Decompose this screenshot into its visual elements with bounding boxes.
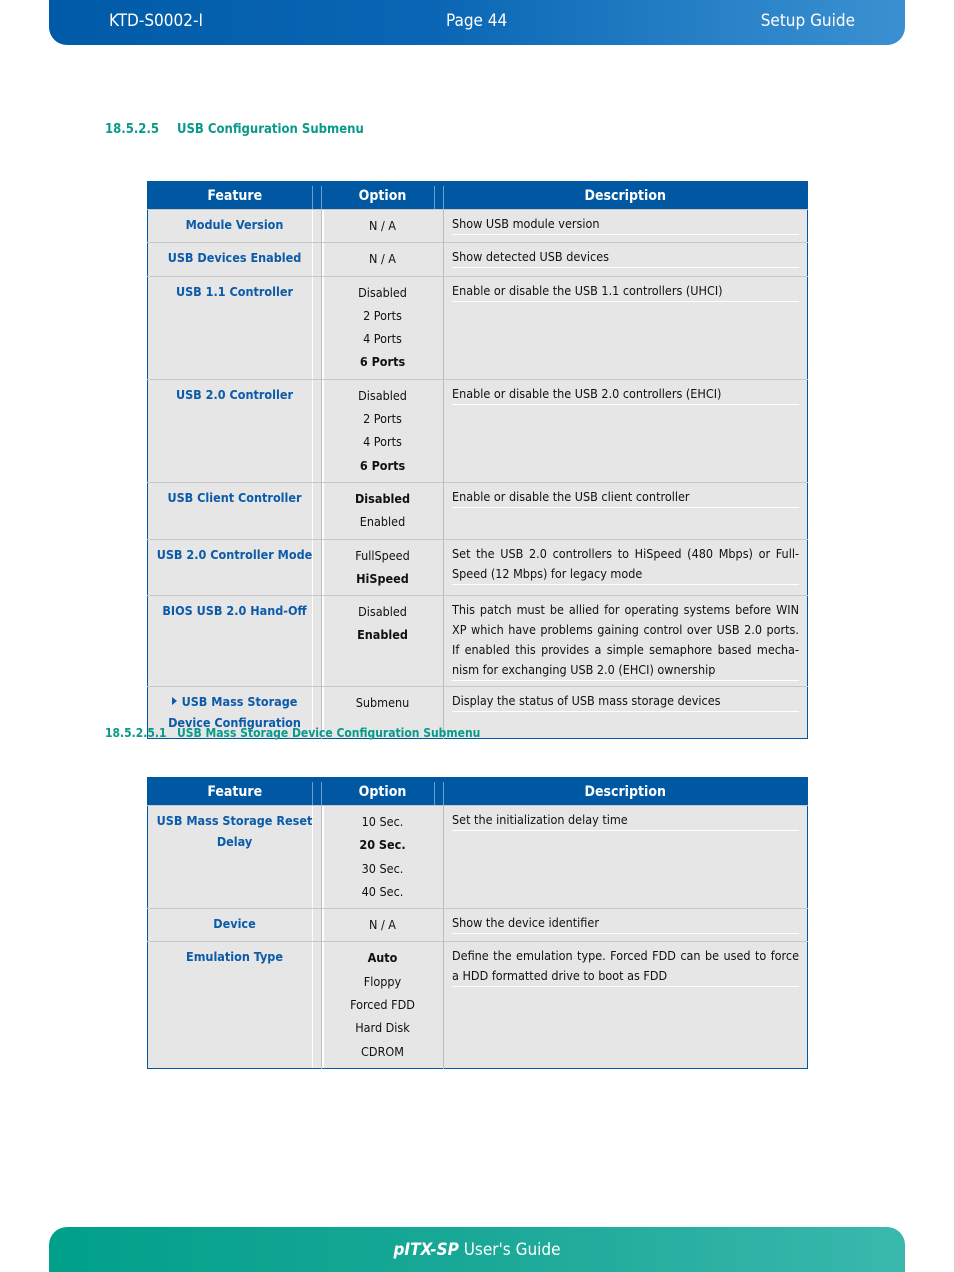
option-cell[interactable] [322, 942, 444, 1068]
description-cell [444, 210, 808, 243]
option-cell[interactable] [322, 379, 444, 482]
section-heading-mass-storage [105, 726, 480, 740]
feature-label: USB 2.0 Controller Mode [156, 546, 313, 562]
description-cell [444, 539, 808, 596]
section-title: USB Mass Storage Device Configuration Submenu [177, 726, 481, 740]
table-header-row [148, 778, 808, 806]
section-number: 18.5.2.5.1 [105, 726, 167, 740]
table-row [148, 243, 808, 276]
table-row [148, 806, 808, 909]
option-default-value: 20 Sec. [359, 837, 406, 853]
option-value: Disabled [358, 284, 407, 300]
option-value: N / A [368, 251, 397, 267]
header-feature: Feature [148, 182, 322, 210]
option-value: N / A [368, 917, 397, 933]
description-text: Enable or disable the USB client controller [452, 487, 799, 508]
description-text: Show the device identifier [452, 913, 799, 934]
option-default-value: Auto [367, 950, 398, 966]
description-cell [444, 909, 808, 942]
description-text: Display the status of USB mass storage devices [452, 691, 799, 712]
option-default-value: Disabled [354, 490, 411, 506]
option-value: Disabled [358, 387, 407, 403]
description-text: Set the USB 2.0 controllers to HiSpeed (480 Mbps) or Full-Speed (12 Mbps) for legacy mode [452, 544, 799, 585]
table-row [148, 942, 808, 1068]
feature-label: USB Client Controller [167, 489, 302, 505]
table-row [148, 596, 808, 687]
option-cell[interactable] [322, 909, 444, 942]
feature-label: Module Version [185, 217, 284, 232]
header-feature: Feature [148, 778, 322, 806]
feature-cell[interactable] [148, 276, 322, 379]
description-cell [444, 482, 808, 539]
option-default-value: HiSpeed [356, 570, 409, 586]
chapter-name: Setup Guide [760, 11, 855, 31]
option-cell[interactable] [322, 539, 444, 596]
mass-storage-config-table [147, 777, 808, 1069]
feature-label: Device [213, 916, 256, 932]
feature-cell[interactable] [148, 596, 322, 687]
option-value: 2 Ports [363, 411, 402, 427]
feature-cell[interactable] [148, 210, 322, 243]
option-value: 4 Ports [363, 331, 402, 347]
option-cell[interactable] [322, 276, 444, 379]
option-default-value: 6 Ports [359, 354, 406, 370]
description-text: Enable or disable the USB 2.0 controllers (EHCI) [452, 384, 799, 405]
option-default-value: Enabled [357, 627, 408, 643]
table-row [148, 539, 808, 596]
feature-cell[interactable] [148, 806, 322, 909]
option-cell[interactable] [322, 806, 444, 909]
option-value: Floppy [363, 973, 402, 989]
usb-config-table [147, 181, 808, 739]
feature-cell[interactable] [148, 942, 322, 1068]
feature-label: Emulation Type [186, 949, 283, 965]
description-cell [444, 243, 808, 276]
guide-title: User's Guide [458, 1240, 561, 1260]
feature-label: BIOS USB 2.0 Hand-Off [162, 603, 307, 619]
description-text: Show detected USB devices [452, 247, 799, 268]
description-text: Show USB module version [452, 214, 799, 235]
feature-label: USB 1.1 Controller [175, 283, 294, 299]
option-value: Disabled [358, 604, 407, 620]
feature-cell[interactable] [148, 482, 322, 539]
feature-cell[interactable] [148, 243, 322, 276]
description-text: This patch must be allied for operating systems before WIN XP which have problems gaining control over USB 2.0 ports. If enabled this provides a simple semaphore based mecha-nism for exchanging USB 2.0 (EHCI) ownership [452, 600, 799, 681]
option-cell[interactable] [322, 210, 444, 243]
option-value: Forced FDD [350, 997, 415, 1013]
description-cell [444, 942, 808, 1068]
description-cell [444, 379, 808, 482]
description-cell [444, 687, 808, 739]
option-cell[interactable] [322, 243, 444, 276]
feature-label: USB Mass Storage Reset Delay [156, 813, 313, 849]
option-value: 30 Sec. [361, 860, 404, 876]
feature-label: USB Devices Enabled [167, 250, 302, 266]
description-cell [444, 596, 808, 687]
option-cell[interactable] [322, 482, 444, 539]
option-value: 2 Ports [363, 307, 402, 323]
table-row [148, 909, 808, 942]
option-value: 4 Ports [363, 434, 402, 450]
feature-cell[interactable] [148, 539, 322, 596]
doc-id: KTD-S0002-I [109, 11, 203, 31]
section-heading-usb-config [105, 122, 364, 137]
submenu-arrow-icon [172, 697, 177, 705]
header-option: Option [322, 182, 444, 210]
table-row [148, 379, 808, 482]
option-value: 10 Sec. [361, 814, 404, 829]
header-description: Description [444, 778, 808, 806]
page-footer [49, 1227, 905, 1272]
description-cell [444, 806, 808, 909]
feature-label: USB 2.0 Controller [175, 386, 294, 402]
option-default-value: 6 Ports [359, 457, 406, 473]
header-option: Option [322, 778, 444, 806]
option-value: FullSpeed [355, 547, 410, 563]
page-header [49, 0, 905, 45]
option-value: Hard Disk [355, 1020, 410, 1036]
table-header-row [148, 182, 808, 210]
option-value: Enabled [359, 514, 406, 530]
table-row [148, 482, 808, 539]
description-text: Define the emulation type. Forced FDD can be used to force a HDD formatted drive to boot as FDD [452, 946, 799, 987]
table-row [148, 276, 808, 379]
section-title: USB Configuration Submenu [177, 122, 364, 137]
feature-label: USB Mass Storage Device Configuration [168, 694, 301, 731]
feature-cell[interactable] [148, 909, 322, 942]
header-description: Description [444, 182, 808, 210]
product-name: pITX-SP [393, 1240, 459, 1260]
description-text: Enable or disable the USB 1.1 controllers (UHCI) [452, 281, 799, 302]
option-value: Submenu [355, 695, 410, 711]
table-row [148, 210, 808, 243]
option-value: N / A [368, 218, 397, 233]
feature-cell[interactable] [148, 379, 322, 482]
option-value: 40 Sec. [361, 883, 404, 899]
description-cell [444, 276, 808, 379]
page-number: Page 44 [446, 11, 508, 31]
option-value: CDROM [361, 1043, 404, 1059]
description-text: Set the initialization delay time [452, 810, 799, 831]
section-number: 18.5.2.5 [105, 122, 160, 137]
option-cell[interactable] [322, 596, 444, 687]
